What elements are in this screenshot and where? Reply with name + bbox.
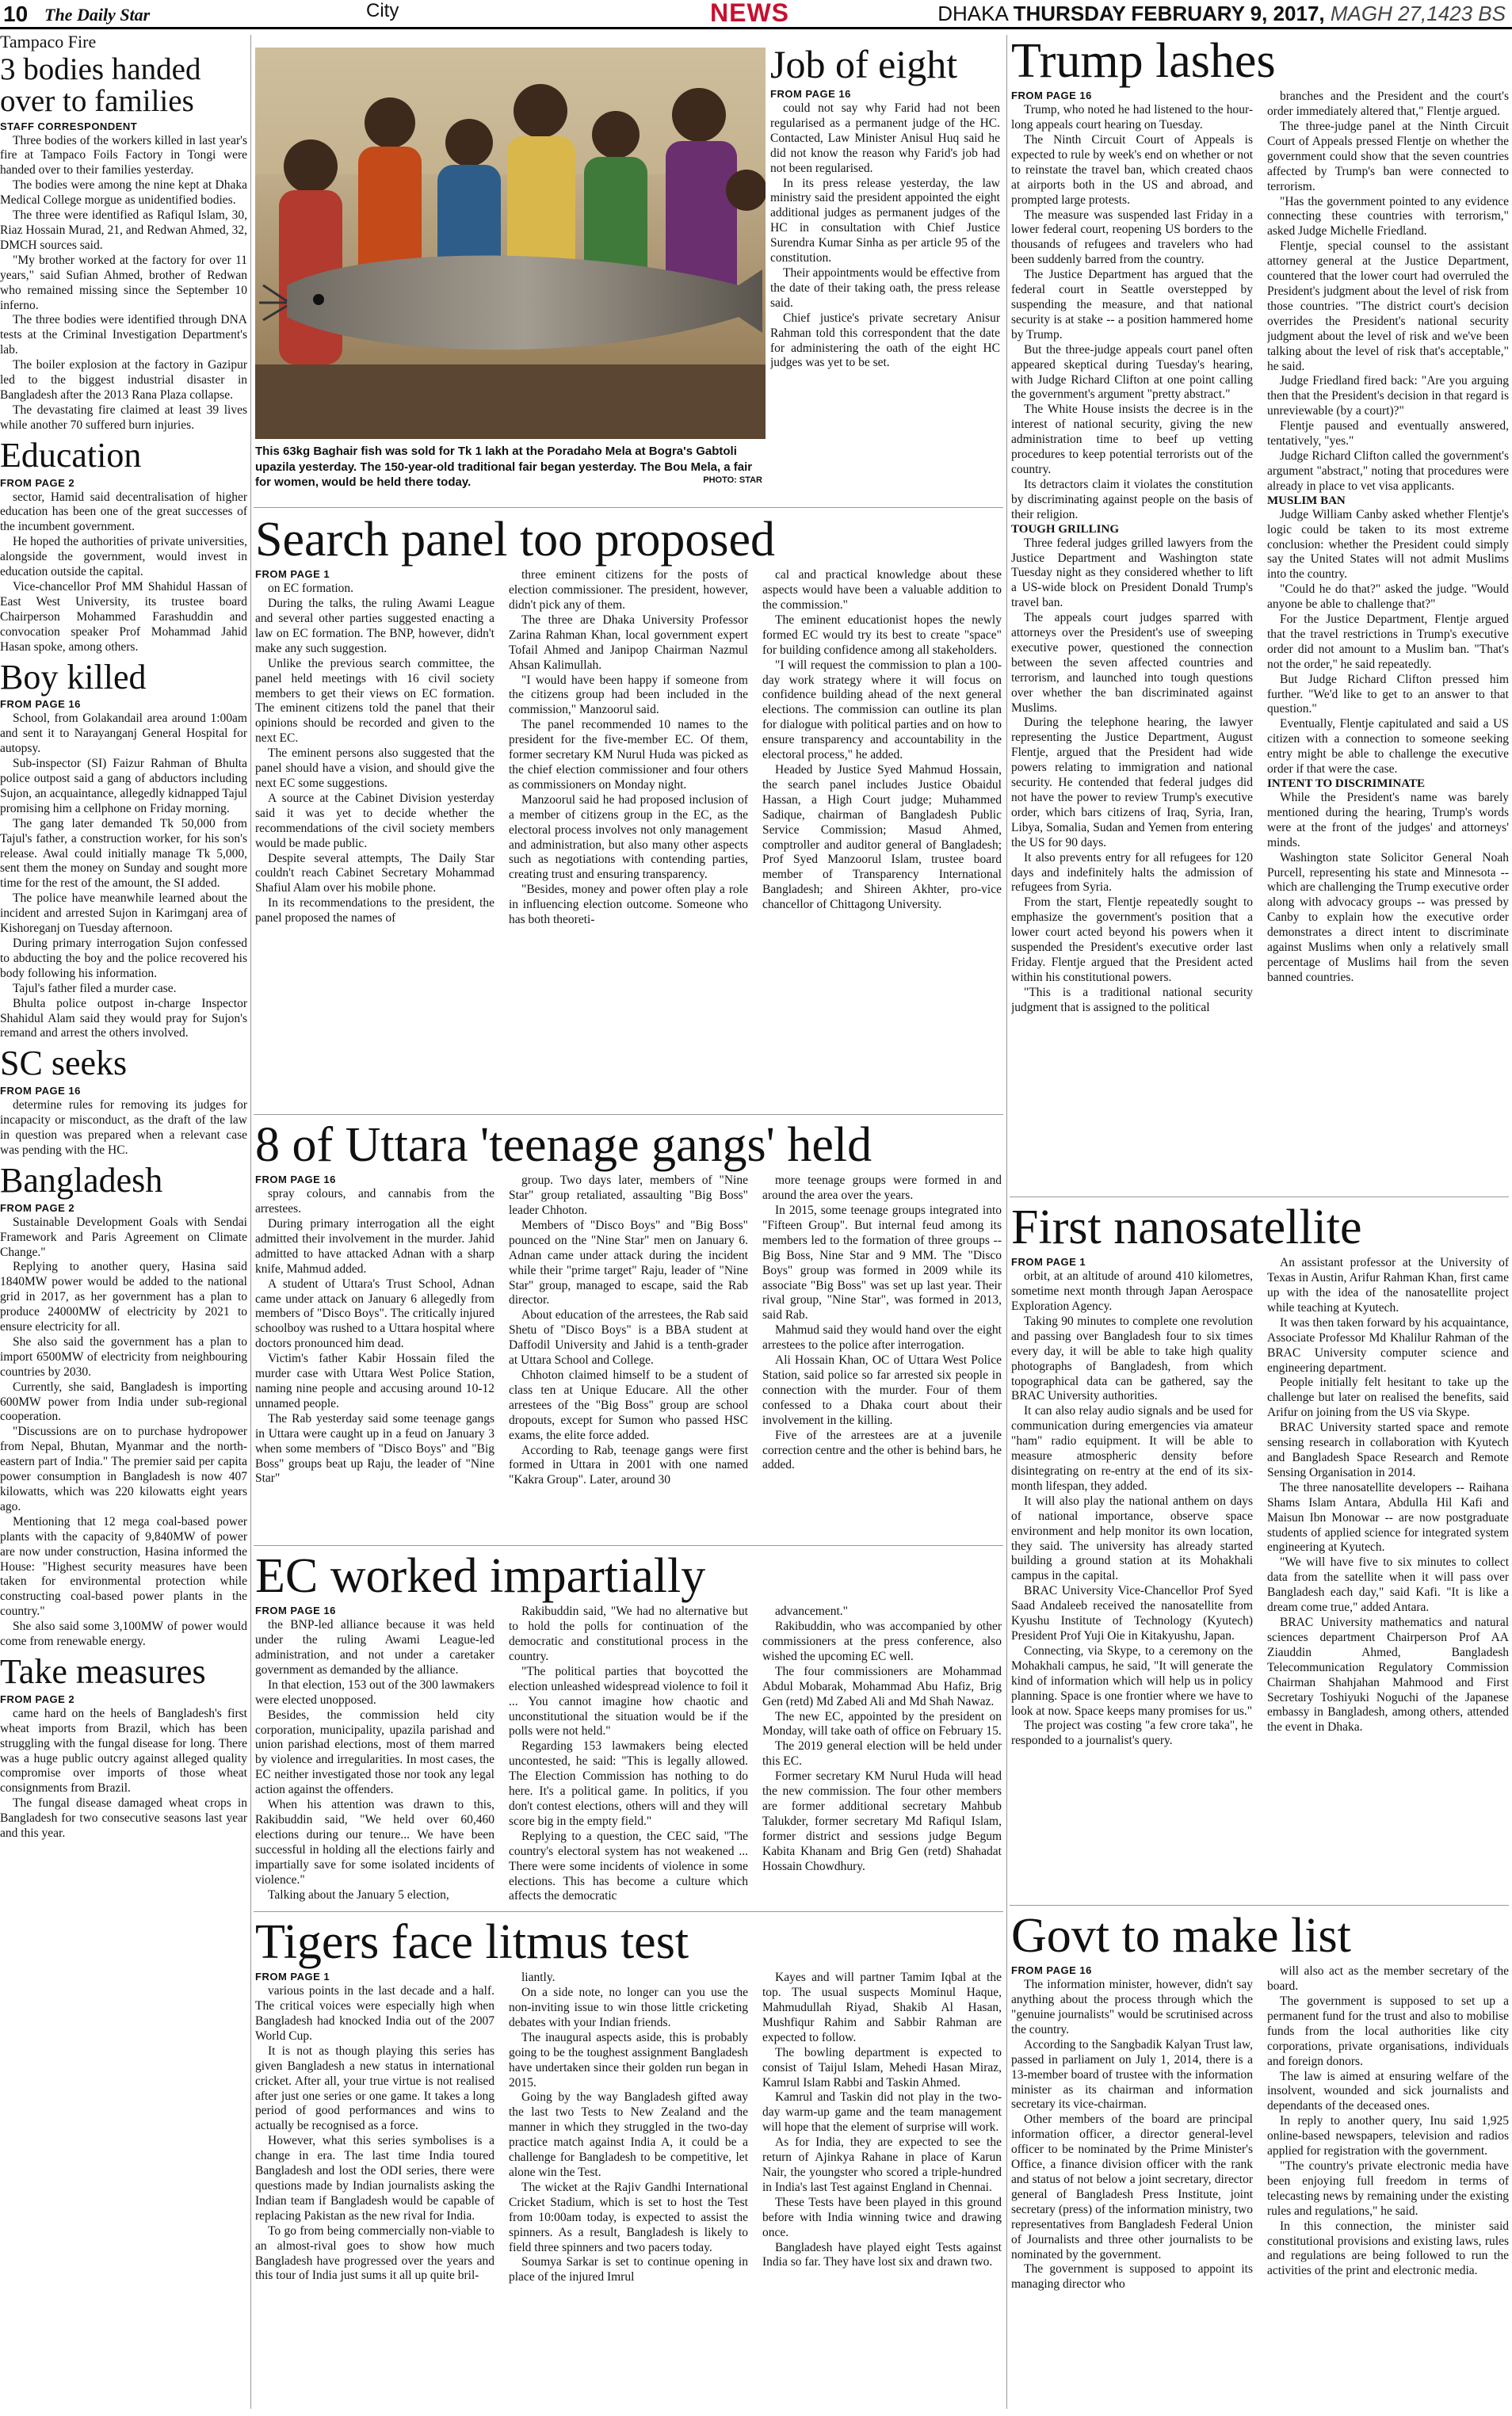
article-byline: FROM PAGE 1 bbox=[1011, 1256, 1086, 1269]
article-col-3 bbox=[762, 1971, 1002, 2285]
paragraph: She also said the government has a plan to import 6500MW of electricity from neighbouring countries by 2030. bbox=[0, 1334, 247, 1379]
section-rule bbox=[254, 1114, 1003, 1115]
date-bangla: MAGH 27,1423 BS bbox=[1330, 2, 1506, 25]
subhead: MUSLIM BAN bbox=[1267, 494, 1346, 507]
article-headline: Take measures bbox=[0, 1651, 206, 1691]
paragraph: Judge Richard Clifton called the government's argument "abstract," noting that procedures were already in place to vet visa applicants. bbox=[1267, 448, 1509, 493]
paragraph: In its press release yesterday, the law ministry said the president appointed the eight additional judges as permanent judges of the HC in consultation with Chief Justice Surendra Kumar Sinha as per article 95 of the constitution. bbox=[770, 176, 1000, 265]
paragraph: Its detractors claim it violates the constitution by discriminating against people on the basis of their religion. bbox=[1011, 477, 1253, 521]
article-byline: FROM PAGE 16 bbox=[1011, 90, 1092, 102]
paragraph: "The country's private electronic media have been enjoying full freedom in terms of telecasting news by remaining under the existing rules and regulations," he said. bbox=[1267, 2159, 1509, 2218]
paragraph: About education of the arrestees, the Rab said Shetu of "Disco Boys" is a BBA student at Daffodil University and Jahid is a tenth-grader at Uttara School and College. bbox=[509, 1308, 748, 1368]
article-col-3 bbox=[762, 568, 1002, 928]
paragraph: The eminent persons also suggested that the panel should have a vision, and should give the next EC some suggestions. bbox=[255, 746, 494, 791]
paragraph: Flentje paused and eventually answered, tentatively, "yes." bbox=[1267, 419, 1509, 448]
paragraph: came hard on the heels of Bangladesh's first wheat imports from Brazil, which has been struggling with the fungal disease for long. There was a huge public outcry against alleged quality compromise over imports of those wheat consignments from Brazil. bbox=[0, 1706, 247, 1796]
column-rule bbox=[250, 35, 251, 2409]
paragraph: The three were identified as Rafiqul Islam, 30, Riaz Hossain Murad, 21, and Redwan Ahmed, 32, DMCH sources said. bbox=[0, 208, 247, 252]
paragraph: From the start, Flentje repeatedly sought to emphasize the government's position that a lower court acted beyond his powers when it suspended the President's executive order last Friday. Flentje argued that the President acted within his constitutional powers. bbox=[1011, 895, 1253, 984]
paragraph: Washington state Solicitor General Noah Purcell, representing his state and Minnesota -- which are challenging the Trump executive order along with advocacy groups -- was pressed by Canby to explain how the executive order demonstrates a direct intent to discriminate against Muslims when only a relatively small percentage of Muslims hail from the seven banned countries. bbox=[1267, 850, 1509, 984]
article-columns bbox=[255, 1605, 1002, 1904]
photo-credit: PHOTO: STAR bbox=[703, 475, 762, 485]
subhead: TOUGH GRILLING bbox=[1011, 522, 1120, 536]
paragraph: Judge William Canby asked whether Flentje's logic could be taken to its most extreme conclusion: whether the President could simply say the United States will not admit Muslims into the country. bbox=[1267, 507, 1509, 582]
article-headline: Search panel too proposed bbox=[255, 515, 775, 567]
article-headline: Govt to make list bbox=[1011, 1911, 1351, 1963]
paragraph: Sub-inspector (SI) Faizur Rahman of Bhulta police outpost said a gang of abductors including Sujon, an acquaintance, allegedly kidnapped Tajul promising him a cellphone on Friday morning. bbox=[0, 757, 247, 815]
paragraph: various points in the last decade and a half. The critical voices were especially high when Bangladesh had knocked India out of the 2007 World Cup. bbox=[255, 1984, 494, 2043]
paragraph: "I will request the commission to plan a 100-day work strategy where it will focus on confidence building ahead of the next general elections. The commission can outline its plan for dialogue with political parties and on how to ensure transparency and accountability in the electoral process," he added. bbox=[762, 658, 1002, 762]
article-col-2 bbox=[509, 1174, 748, 1488]
paragraph: Three bodies of the workers killed in last year's fire at Tampaco Foils Factory in Tongi were handed over to their families yesterday. bbox=[0, 133, 247, 177]
paragraph: The three-judge panel at the Ninth Circuit Court of Appeals pressed Flentje on whether the government could show that the seven countries affected by Trump's ban were connected to terrorism. bbox=[1267, 120, 1509, 193]
paragraph: Chief justice's private secretary Anisur Rahman told this correspondent that the date for administering the oath of the eight HC judges was yet to be set. bbox=[770, 311, 1000, 370]
paragraph: The police have meanwhile learned about the incident and arrested Sujon in Karimganj area of Kishoreganj on Tuesday afternoon. bbox=[0, 891, 247, 936]
article-col-2 bbox=[509, 1605, 748, 1904]
paragraph: The bowling department is expected to consist of Taijul Islam, Mehedi Hasan Miraz, Kamrul Islam Rabbi and Taskin Ahmed. bbox=[762, 2045, 1002, 2090]
paragraph: The three nanosatellite developers -- Raihana Shams Islam Antara, Abdulla Hil Kafi and Maisun Ibn Monowar -- are now postgraduate students of applied science for integrated system engineering at Kyutech. bbox=[1267, 1480, 1509, 1555]
paragraph: Flentje, special counsel to the assistant attorney general at the Justice Department, countered that the lower court had overruled the President's judgment about the level of risk from those countries. "The district court's decision overrides the President's national security judgment about the level of risk and we've been talking about the level of risk that's acceptable," he said. bbox=[1267, 239, 1509, 373]
paragraph: Replying to a question, the CEC said, "The country's electoral system has not weakened ... There were some incidents of violence in some elections. This has become a culture which affects the democratic bbox=[509, 1829, 748, 1903]
section-rule bbox=[254, 507, 1003, 508]
article-col-2 bbox=[1267, 90, 1509, 1015]
paragraph: Going by the way Bangladesh gifted away the last two Tests to New Zealand and the manner in which they struggled in the two-day practice match against India A, it could be a challenge for Bangladesh to be competitive, let alone win the Test. bbox=[509, 2090, 748, 2180]
article-columns bbox=[1011, 90, 1509, 1015]
paragraph: "I would have been happy if someone from the citizens group had been included in the commission," Manzoorul said. bbox=[509, 673, 748, 717]
article-byline: FROM PAGE 16 bbox=[770, 88, 851, 100]
section-rule bbox=[1010, 1905, 1509, 1906]
article-byline: FROM PAGE 16 bbox=[255, 1174, 336, 1186]
paragraph: Headed by Justice Syed Mahmud Hossain, the search panel includes Justice Obaidul Hassan, a High Court judge; Muhammed Sadique, chairman of Bangladesh Public Service Commission; Masud Ahmed, comptroller and auditor general of Bangladesh; Prof Syed Manzoorul Islam, trustee board member of Transparency International Bangladesh; and Shireen Akhter, pro-vice chancellor of Chittagong University. bbox=[762, 763, 1002, 912]
paragraph: The 2019 general election will be held under this EC. bbox=[762, 1739, 1002, 1769]
paragraph: Taking 90 minutes to complete one revolution and passing over Bangladesh four to six times every day, it will be able to take high quality photographs of Bangladesh, from which topographical data can be gathered, say the BRAC University authorities. bbox=[1011, 1314, 1253, 1403]
article-ec-impartially bbox=[255, 1552, 1002, 1906]
paragraph: It also prevents entry for all refugees for 120 days and indefinitely halts the admission of refugees from Syria. bbox=[1011, 850, 1253, 895]
masthead bbox=[0, 0, 1512, 29]
paragraph: Chhoton claimed himself to be a student of class ten at Unique Educare. All the other arrestees of the "Big Boss" group are school dropouts, except for Sumon who passed HSC exams, the elite force added. bbox=[509, 1368, 748, 1442]
article-headline: Trump lashes bbox=[1011, 36, 1276, 88]
article-trump-lashes bbox=[1011, 36, 1509, 1223]
article-col-2 bbox=[1267, 1256, 1509, 1749]
article-col-1 bbox=[255, 1971, 494, 2285]
paragraph: Currently, she said, Bangladesh is importing 600MW power from India under sub-regional cooperation. bbox=[0, 1380, 247, 1424]
paragraph: The measure was suspended last Friday in a lower federal court, reopening US borders to the thousands of refugees and travelers who had been suddenly barred from the country. bbox=[1011, 208, 1253, 267]
paragraph: The government is supposed to set up a permanent fund for the trust and also to mobilise funds from the local authorities like city corporations, private organisations, individuals and foreign donors. bbox=[1267, 1994, 1509, 2068]
paragraph: During the talks, the ruling Awami League and several other parties suggested enacting a law on EC formation. The BNP, however, didn't make any such suggestion. bbox=[255, 597, 494, 655]
article-columns bbox=[255, 1971, 1002, 2285]
paragraph: Vice-chancellor Prof MM Shahidul Hassan of East West University, its trustee board Chairperson Mohammed Farashuddin and convocation speaker Prof Mohammad Jahid Hasan spoke, among others. bbox=[0, 579, 247, 654]
article-kicker: Tampaco Fire bbox=[0, 32, 97, 52]
paragraph: Rakibuddin, who was accompanied by other commissioners at the press conference, also wished the upcoming EC well. bbox=[762, 1620, 1002, 1663]
paragraph: on EC formation. bbox=[268, 582, 354, 596]
paragraph: Tajul's father filed a murder case. bbox=[13, 981, 177, 995]
paragraph: Mahmud said they would hand over the eight arrestees to the police after interrogation. bbox=[762, 1323, 1002, 1353]
paragraph: The wicket at the Rajiv Gandhi International Cricket Stadium, which is set to host the Test from 10:00am today, is expected to assist the spinners. As a result, Bangladesh is likely to field three spinners and two pacers today. bbox=[509, 2180, 748, 2254]
article-body bbox=[0, 134, 247, 433]
paragraph: more teenage groups were formed in and around the area over the years. bbox=[762, 1174, 1002, 1203]
paragraph: Bhulta police outpost in-charge Inspector Shahidul Alam said they would pray for Sujon's remand and arrest the others involved. bbox=[0, 996, 247, 1040]
paragraph: As for India, they are expected to see the return of Ajinkya Rahane in place of Karun Nair, the youngster who scored a triple-hundred in India's last Test against England in Chennai. bbox=[762, 2135, 1002, 2194]
paragraph: However, what this series symbolises is a change in era. The last time India toured Bangladesh and lost the ODI series, there were questions made by Indian journalists asking the Indian team if Bangladesh would be capable of replacing Pakistan as the new rival for India. bbox=[255, 2134, 494, 2223]
paragraph: According to the Sangbadik Kalyan Trust law, passed in parliament on July 1, 2014, there is a 13-member board of trustee with the information minister as its chairman and information secretary its vice-chairman. bbox=[1011, 2037, 1253, 2112]
article-col-1 bbox=[1011, 1256, 1253, 1749]
article-byline: FROM PAGE 2 bbox=[0, 1693, 75, 1705]
paragraph: advancement." bbox=[775, 1605, 848, 1619]
article-col-3 bbox=[762, 1174, 1002, 1488]
paragraph: "My brother worked at the factory for over 11 years," said Sufian Ahmed, brother of Redwan who remained missing since the September 10 inferno. bbox=[0, 253, 247, 312]
paragraph: The devastating fire claimed at least 39 lives while another 70 suffered burn injuries. bbox=[0, 403, 247, 432]
paragraph: spray colours, and cannabis from the arrestees. bbox=[255, 1187, 494, 1216]
paragraph: She also said some 3,100MW of power would come from renewable energy. bbox=[0, 1620, 247, 1649]
paragraph: Their appointments would be effective from the date of their taking oath, the press release said. bbox=[770, 265, 1000, 310]
article-headline: 3 bodies handed over to families bbox=[0, 52, 201, 118]
news-label: NEWS bbox=[710, 0, 789, 27]
paragraph: In its recommendations to the president, the panel proposed the names of bbox=[255, 896, 494, 926]
article-columns bbox=[1011, 1964, 1509, 2292]
article-byline: FROM PAGE 16 bbox=[0, 698, 81, 711]
article-tigers-litmus bbox=[255, 1918, 1002, 2410]
paragraph: Victim's father Kabir Hossain filed the murder case with Uttara West Police Station, naming nine people and accusing around 10-12 unnamed people. bbox=[255, 1352, 494, 1410]
article-take-measures bbox=[0, 1651, 247, 1842]
paragraph: "Has the government pointed to any evidence connecting these countries with terrorism," asked Judge Michelle Friedland. bbox=[1267, 194, 1509, 239]
paragraph: group. Two days later, members of "Nine Star" group retaliated, assaulting "Big Boss" leader Chhoton. bbox=[509, 1174, 748, 1218]
paragraph: The appeals court judges sparred with attorneys over the President's use of sweeping executive power, questioned the connection between the seven affected countries and terrorism, and launched into tough questions over whether the ban discriminated against Muslims. bbox=[1011, 611, 1253, 715]
photo-illustration bbox=[255, 48, 766, 439]
article-boy-killed bbox=[0, 657, 247, 1042]
paragraph: The Rab yesterday said some teenage gangs in Uttara were caught up in a feud on January 3 when some members of "Disco Boys" and "Big Boss" groups beat up Raju, the leader of "Nine Star" bbox=[255, 1411, 494, 1486]
paragraph: BRAC University mathematics and natural sciences department Chairperson Prof AA Ziauddin Ahmed, Bangladesh Telecommunication Regulatory Commission Chairman Shahjahan Mahmood and First Secretary Toshiyuki Noguchi of the Japanese embassy in Bangladesh, among others, attended the event in Dhaka. bbox=[1267, 1615, 1509, 1735]
article-col-3 bbox=[762, 1605, 1002, 1904]
article-columns bbox=[255, 568, 1002, 928]
paragraph: Three federal judges grilled lawyers from the Justice Department and Washington state Tuesday night as they considered whether to lift a US-wide block on President Donald Trump's travel ban. bbox=[1011, 536, 1253, 610]
paragraph: liantly. bbox=[521, 1971, 556, 1985]
paragraph: The Justice Department has argued that the federal court in Seattle overstepped by suspending the measure, and that national security is at stake -- a position hammered home by Trump. bbox=[1011, 268, 1253, 342]
article-headline: Boy killed bbox=[0, 657, 147, 697]
paragraph: The government is supposed to appoint its managing director who bbox=[1011, 2262, 1253, 2292]
article-body bbox=[0, 1098, 247, 1158]
paragraph: Judge Friedland fired back: "Are you arguing then that the President's decision in that regard is unreviewable (by a court)?" bbox=[1267, 374, 1509, 418]
article-col-1 bbox=[255, 568, 494, 928]
paragraph: In this connection, the minister said constitutional provisions and existing laws, rules and regulations are being followed to run the activities of the print and electronic media. bbox=[1267, 2219, 1509, 2278]
paragraph: The information minister, however, didn't say anything about the process through which the "genuine journalists" would be scrutinised across the country. bbox=[1011, 1978, 1253, 2036]
paragraph: Sustainable Development Goals with Sendai Framework and Paris Agreement on Climate Change." bbox=[0, 1215, 247, 1259]
paragraph: sector, Hamid said decentralisation of higher education has been one of the great successes of the incumbent government. bbox=[0, 490, 247, 534]
subhead: INTENT TO DISCRIMINATE bbox=[1267, 777, 1425, 791]
paragraph: Regarding 153 lawmakers being elected uncontested, he said: "This is legally allowed. The Election Commission has nothing to do here. It's a political game. In politics, if you don't contest elections, others will and they will score big in the empty field." bbox=[509, 1739, 748, 1828]
article-byline: FROM PAGE 16 bbox=[255, 1605, 336, 1617]
article-byline: FROM PAGE 16 bbox=[0, 1085, 81, 1097]
article-columns bbox=[1011, 1256, 1509, 1749]
paragraph: The new EC, appointed by the president on Monday, will take oath of office on February 15. bbox=[762, 1709, 1002, 1739]
article-uttara-gangs bbox=[255, 1120, 1002, 1540]
paragraph: Members of "Disco Boys" and "Big Boss" pounced on the "Nine Star" men on January 6. Adnan came under attack during the incident while their "prime target" Raju, leader of "Nine Star" group, managed to escape, said the Rab director. bbox=[509, 1218, 748, 1307]
article-headline: Job of eight bbox=[770, 44, 958, 86]
paragraph: To go from being commercially non-viable to an almost-rival goes to show how much Bangladesh have progressed over the years and this tour of India just sums it all up quite bril- bbox=[255, 2223, 494, 2283]
article-columns bbox=[255, 1174, 1002, 1488]
article-headline: Tigers face litmus test bbox=[255, 1918, 689, 1969]
article-col-1 bbox=[1011, 90, 1253, 1015]
paragraph: During primary interrogation all the eight admitted their involvement in the murder. Jahid admitted to have attacked Adnan with a sharp knife, Mahmud added. bbox=[255, 1217, 494, 1276]
article-bangladesh bbox=[0, 1160, 247, 1650]
fish-photo bbox=[255, 48, 766, 439]
article-byline: FROM PAGE 2 bbox=[0, 1201, 75, 1214]
paragraph: During the telephone hearing, the lawyer representing the Justice Department, August Flentje, argued that the President had wide powers relating to immigration and national security. He contended that federal judges did not have the power to review Trump's executive order, which bars citizens of Iraq, Syria, Iran, Libya, Somalia, Sudan and Yemen from entering the US for 90 days. bbox=[1011, 716, 1253, 849]
paragraph: The gang later demanded Tk 50,000 from Tajul's father, a construction worker, for his son's release. Awal could initially manage Tk 5,000, sent them the money on Sunday and sought more time for the rest of the amount, the SI added. bbox=[0, 816, 247, 891]
paragraph: It was then taken forward by his acquaintance, Associate Professor Md Khalilur Rahman of the BRAC University computer science and engineering department. bbox=[1267, 1315, 1509, 1375]
article-byline: FROM PAGE 2 bbox=[0, 476, 75, 489]
paragraph: "Could he do that?" asked the judge. "Would anyone be able to challenge that?" bbox=[1267, 582, 1509, 612]
article-body bbox=[770, 101, 1000, 371]
paragraph: Eventually, Flentje capitulated and said a US citizen with a connection to someone seeking entry might be able to challenge the executive order if that were the case. bbox=[1267, 717, 1509, 777]
article-body bbox=[0, 712, 247, 1041]
paragraph: BRAC University Vice-Chancellor Prof Syed Saad Andaleeb received the nanosatellite from Kyushu Institute of Technology (Kyutech) President Prof Yuji Oie in Kitakyushu, Japan. bbox=[1011, 1584, 1253, 1643]
paragraph: Soumya Sarkar is set to continue opening in place of the injured Imrul bbox=[509, 2255, 748, 2284]
left-column bbox=[0, 32, 247, 2413]
paragraph: determine rules for removing its judges for incapacity or misconduct, as the draft of the law in question was prepared when a relevant case was pending with the HC. bbox=[0, 1098, 247, 1157]
paragraph: Besides, the commission held city corporation, municipality, upazila parishad and union parishad elections, most of them marred by violence and irregularities. In most cases, the EC neither investigated those nor took any legal action against the offenders. bbox=[255, 1708, 494, 1797]
paragraph: Unlike the previous search committee, the panel held meetings with 16 civil society members to get their views on EC formation. The eminent citizens told the panel that their opinions should be recorded and given to the next EC. bbox=[255, 656, 494, 746]
article-body bbox=[0, 490, 247, 655]
article-byline: FROM PAGE 16 bbox=[1011, 1964, 1092, 1977]
paragraph: During primary interrogation Sujon confessed to abducting the boy and the police recovered his body following his information. bbox=[0, 936, 247, 980]
paragraph: The project was costing "a few crore taka", he responded to a journalist's query. bbox=[1011, 1719, 1253, 1748]
paragraph: When his attention was drawn to this, Rakibuddin said, "We held over 60,460 elections during our tenure... We have been successful in holding all the elections fairly and impartially save for some isolated incidents of violence." bbox=[255, 1798, 494, 1887]
article-headline: Education bbox=[0, 435, 142, 475]
paragraph: People initially felt hesitant to take up the challenge but later on realised the benefits, said Arifur on joining from the US via Skype. bbox=[1267, 1376, 1509, 1420]
article-headline: 8 of Uttara 'teenage gangs' held bbox=[255, 1120, 872, 1172]
paragraph: According to Rab, teenage gangs were first formed in Uttara in 2001 with one named "Kakra Group". Later, around 30 bbox=[509, 1443, 748, 1487]
article-col-2 bbox=[509, 568, 748, 928]
paragraph: Former secretary KM Nurul Huda will head the new commission. The four other members are former additional secretary Mahbub Talukder, former secretary Md Rafiqul Islam, former district and sessions judge Begum Kabita Khanam and Brig Gen (retd) Shahadat Hossain Chowdhury. bbox=[762, 1769, 1002, 1873]
paragraph: Kamrul and Taskin did not play in the two-day warm-up game and the team management will hope that the element of surprise will work. bbox=[762, 2090, 1002, 2135]
paragraph: The three bodies were identified through DNA tests at the Criminal Investigation Department's lab. bbox=[0, 313, 247, 357]
paragraph: Trump, who noted he had listened to the hour-long appeals court hearing on Tuesday. bbox=[1011, 103, 1253, 132]
section-label: City bbox=[366, 0, 399, 21]
article-col-2 bbox=[509, 1971, 748, 2285]
paragraph: On a side note, no longer can you use the non-inviting issue to win those little cricketing debates with your Indian friends. bbox=[509, 1986, 748, 2029]
article-byline: FROM PAGE 1 bbox=[255, 1971, 330, 1983]
article-col-2 bbox=[1267, 1964, 1509, 2292]
paragraph: It can also relay audio signals and be used for communication during emergencies via amateur "ham" radio equipment. It will be able to measure atmospheric density before disintegrating on re-entry at the end of its six-month lifespan, they added. bbox=[1011, 1404, 1253, 1493]
paragraph: The panel recommended 10 names to the president for the five-member EC. Of them, former secretary KM Nurul Huda was picked as the chief election commissioner and four others as commissioners on Monday night. bbox=[509, 718, 748, 792]
paragraph: The law is aimed at ensuring welfare of the insolvent, wounded and sick journalists and dependants of the deceased ones. bbox=[1267, 2069, 1509, 2113]
paragraph: Five of the arrestees are at a juvenile correction centre and the other is behind bars, he added. bbox=[762, 1428, 1002, 1472]
paragraph: "We will have five to six minutes to collect data from the satellite when it will pass over Bangladesh each day," said Kafi. "It is like a dream come true," added Antara. bbox=[1267, 1555, 1509, 1615]
article-govt-list bbox=[1011, 1911, 1509, 2410]
paragraph: The four commissioners are Mohammad Abdul Mobarak, Mohammad Abu Hafiz, Brig Gen (retd) Md Zabed Ali and Md Shah Nawaz. bbox=[762, 1664, 1002, 1708]
paragraph: orbit, at an altitude of around 410 kilometres, sometime next month through Japan Aerospace Exploration Agency. bbox=[1011, 1269, 1253, 1314]
paragraph: Rakibuddin said, "We had no alternative but to hold the polls for continuation of the democratic and constitutional process in the country. bbox=[509, 1605, 748, 1663]
paragraph: The fungal disease damaged wheat crops in Bangladesh for two consecutive seasons last year and this year. bbox=[0, 1796, 247, 1841]
paragraph: While the President's name was barely mentioned during the hearing, Trump's words were at the front of the judges' and attorneys' minds. bbox=[1267, 791, 1509, 849]
section-rule bbox=[254, 1911, 1003, 1912]
paragraph: A source at the Cabinet Division yesterday said it was yet to decide whether the recommendations of the civil society members would be made public. bbox=[255, 791, 494, 850]
paragraph: In reply to another query, Inu said 1,925 online-based newspapers, television and radios applied for registration with the government. bbox=[1267, 2114, 1509, 2158]
paragraph: cal and practical knowledge about these aspects would have been a valuable addition to the commission." bbox=[762, 568, 1002, 613]
article-sc-seeks bbox=[0, 1046, 247, 1158]
paragraph: The bodies were among the nine kept at Dhaka Medical College morgue as unidentified bodies. bbox=[0, 178, 247, 208]
column-rule bbox=[1006, 35, 1007, 2409]
article-headline: Bangladesh bbox=[0, 1160, 163, 1200]
paragraph: The White House insists the decree is in the interest of national security, giving the new administration time to beef up vetting procedures to keep potential terrorists out of the country. bbox=[1011, 403, 1253, 476]
date-prefix: DHAKA bbox=[937, 2, 1008, 25]
article-byline: FROM PAGE 1 bbox=[255, 568, 330, 581]
paragraph: branches and the President and the court's order immediately altered that," Flentje argued. bbox=[1267, 90, 1509, 119]
paragraph: three eminent citizens for the posts of election commissioner. The president, however, didn't pick any of them. bbox=[509, 568, 748, 613]
paragraph: BRAC University started space and remote sensing research in collaboration with Kyutech and Bangladesh Space Research and Remote Sensing Organisation in 2014. bbox=[1267, 1421, 1509, 1479]
article-search-panel bbox=[255, 515, 1002, 1109]
paragraph: will also act as the member secretary of the board. bbox=[1267, 1964, 1509, 1994]
paragraph: The eminent educationist hopes the newly formed EC would try its best to create "space" for building confidence among all stakeholders. bbox=[762, 613, 1002, 657]
paragraph: Other members of the board are principal information officer, a director general-level officer to be nominated by the Prime Minister's Office, a finance division officer with the rank and status of not below a joint secretary, director general of Bangladesh Press Institute, joint secretary (press) of the information ministry, two representatives from Bangladesh Federal Union of Journalists and three other journalists to be nominated by the government. bbox=[1011, 2113, 1253, 2261]
date-main: THURSDAY FEBRUARY 9, 2017, bbox=[1013, 2, 1325, 25]
paragraph: An assistant professor at the University of Texas in Austin, Arifur Rahman Khan, first came up with the idea of the nanosatellite project while teaching at Kyutech. bbox=[1267, 1256, 1509, 1315]
paragraph: Bangladesh have played eight Tests against India so far. They have lost six and drawn two. bbox=[762, 2240, 1002, 2269]
paragraph: Replying to another query, Hasina said 1840MW power would be added to the national grid in 2017, as her government has a plan to produce 24000MW of electricity by 2021 to ensure electricity for all. bbox=[0, 1260, 247, 1334]
paragraph: "This is a traditional national security judgment that is assigned to the political bbox=[1011, 985, 1253, 1014]
article-col-1 bbox=[1011, 1964, 1253, 2292]
paragraph: The Ninth Circuit Court of Appeals is expected to rule by week's end on whether or not to reinstate the travel ban, which created chaos at airports both in the US and abroad, and prompted large protests. bbox=[1011, 133, 1253, 207]
paragraph: Kayes and will partner Tamim Iqbal at the top. The usual suspects Mominul Haque, Mahmudullah Riyad, Shakib Al Hasan, Mushfiqur Rahim and Sabbir Rahman are expected to follow. bbox=[762, 1971, 1002, 2044]
article-col-1 bbox=[255, 1174, 494, 1488]
article-body bbox=[0, 1216, 247, 1650]
article-col-1 bbox=[255, 1605, 494, 1904]
paper-name: The Daily Star bbox=[44, 5, 151, 25]
article-byline: STAFF CORRESPONDENT bbox=[0, 120, 138, 132]
photo-caption bbox=[255, 444, 762, 490]
paragraph: Ali Hossain Khan, OC of Uttara West Police Station, said police so far arrested six people in connection with the murder. Four of them confessed to a Dhaka court about their involvement in the killing. bbox=[762, 1353, 1002, 1427]
paragraph: A student of Uttara's Trust School, Adnan came under attack on January 6 allegedly from members of "Disco Boys". The critically injured schoolboy was rushed to a Uttara hospital where doctors pronounced him dead. bbox=[255, 1277, 494, 1351]
article-headline: SC seeks bbox=[0, 1044, 128, 1083]
paragraph: In that election, 153 out of the 300 lawmakers were elected unopposed. bbox=[255, 1677, 494, 1707]
paragraph: In 2015, some teenage groups integrated into "Fifteen Group". But internal feud among its members led to the formation of three groups -- Big Boss, Nine Star and 9 MM. The "Disco Boys" group was formed in 2009 while its associate "Big Boss" was set up last year. Their rival group, "Nine Star", was formed in 2013, said Rab. bbox=[762, 1204, 1002, 1323]
paragraph: could not say why Farid had not been regularised as a permanent judge of the HC. Contacted, Law Minister Anisul Huq said he did not know the reason why Farid's job had not been regularised. bbox=[770, 101, 1000, 175]
paragraph: For the Justice Department, Flentje argued that the travel restrictions in Trump's executive order did not amount to a Muslim ban. "That's not the order," he said repeatedly. bbox=[1267, 613, 1509, 671]
paragraph: the BNP-led alliance because it was held under the ruling Awami League-led administration, and not under a caretaker government as demanded by the alliance. bbox=[255, 1618, 494, 1677]
article-headline: EC worked impartially bbox=[255, 1552, 706, 1603]
paragraph: The three are Dhaka University Professor Zarina Rahman Khan, local government expert Tofail Ahmed and Janipop Chairman Nazmul Ahsan Kalimullah. bbox=[509, 613, 748, 672]
paragraph: But the three-judge appeals court panel often appeared skeptical during Tuesday's hearing, with Judge Richard Clifton at one point calling the government's argument "pretty abstract." bbox=[1011, 342, 1253, 402]
article-body bbox=[0, 1707, 247, 1842]
article-tampaco bbox=[0, 32, 247, 433]
paragraph: It is not as though playing this series has given Bangladesh a new status in international cricket. After all, your true virtue is not realised after just one series or one game. It takes a long period of good performances and wins to actually be recognised as a force. bbox=[255, 2044, 494, 2133]
article-job-of-eight bbox=[770, 44, 1000, 504]
caption-text: This 63kg Baghair fish was sold for Tk 1 lakh at the Poradaho Mela at Bogra's Gabtoli upazila yesterday. The 150-year-old traditional fair began yesterday. The Bou Mela, a fair for women, would be held there today. bbox=[255, 445, 753, 489]
paragraph: Manzoorul said he had proposed inclusion of a member of citizens group in the EC, as the electoral process involves not only management and administration, but also many other aspects such as negotiations with contending parties, creating trust and ensuring transparency. bbox=[509, 792, 748, 882]
article-headline: First nanosatellite bbox=[1011, 1203, 1362, 1254]
paragraph: "Discussions are on to purchase hydropower from Nepal, Bhutan, Myanmar and the north-eastern part of India." The premier said per capita power consumption in Bangladesh is now 407 kilowatts, which was 220 kilowatts eight years ago. bbox=[0, 1425, 247, 1513]
paragraph: The inaugural aspects aside, this is probably going to be the toughest assignment Bangladesh have undertaken since their golden run began in 2015. bbox=[509, 2030, 748, 2090]
paragraph: It will also play the national anthem on days of national importance, observe space environment and help monitor its own location, they said. The university has already started building a ground station at its Mohakhali campus in the capital. bbox=[1011, 1494, 1253, 1583]
paragraph: School, from Golakandail area around 1:00am and sent it to Narayanganj General Hospital for autopsy. bbox=[0, 712, 247, 756]
paragraph: These Tests have been played in this ground before with India winning twice and drawing once. bbox=[762, 2195, 1002, 2239]
paragraph: Mentioning that 12 mega coal-based power plants with the capacity of 9,840MW of power are now under construction, Hasina informed the House: "Highest security measures have been taken for environmental protection while constructing coal-based power plants in the country." bbox=[0, 1514, 247, 1619]
paragraph: "The political parties that boycotted the election unleashed widespread violence to foil it ... You cannot imagine how chaotic and unconstitutional the situation would be if the polls were not held." bbox=[509, 1664, 748, 1739]
paragraph: He hoped the authorities of private universities, alongside the government, would invest in education outside the capital. bbox=[0, 535, 247, 579]
paragraph: Despite several attempts, The Daily Star couldn't reach Cabinet Secretary Mohammad Shafiul Alam over his mobile phone. bbox=[255, 851, 494, 895]
article-education bbox=[0, 435, 247, 655]
article-first-nanosatellite bbox=[1011, 1203, 1509, 1900]
dateline bbox=[937, 2, 1506, 26]
paragraph: But Judge Richard Clifton pressed him further. "We'd like to get to an answer to that question." bbox=[1267, 672, 1509, 716]
paragraph: Talking about the January 5 election, bbox=[268, 1887, 449, 1902]
paragraph: Connecting, via Skype, to a ceremony on the Mohakhali campus, he said, "It will generate the kind of information which will help us in policy planning. Space is one frontier where we have to look at now. Space keeps many promises for us." bbox=[1011, 1643, 1253, 1718]
page-number: 10 bbox=[3, 2, 29, 26]
section-rule bbox=[254, 1545, 1003, 1546]
paragraph: The boiler explosion at the factory in Gazipur led to the biggest industrial disaster in Bangladesh after the 2013 Rana Plaza collapse. bbox=[0, 358, 247, 402]
paragraph: "Besides, money and power often play a role in influencing election outcome. Someone who has both theoreti- bbox=[509, 883, 748, 927]
